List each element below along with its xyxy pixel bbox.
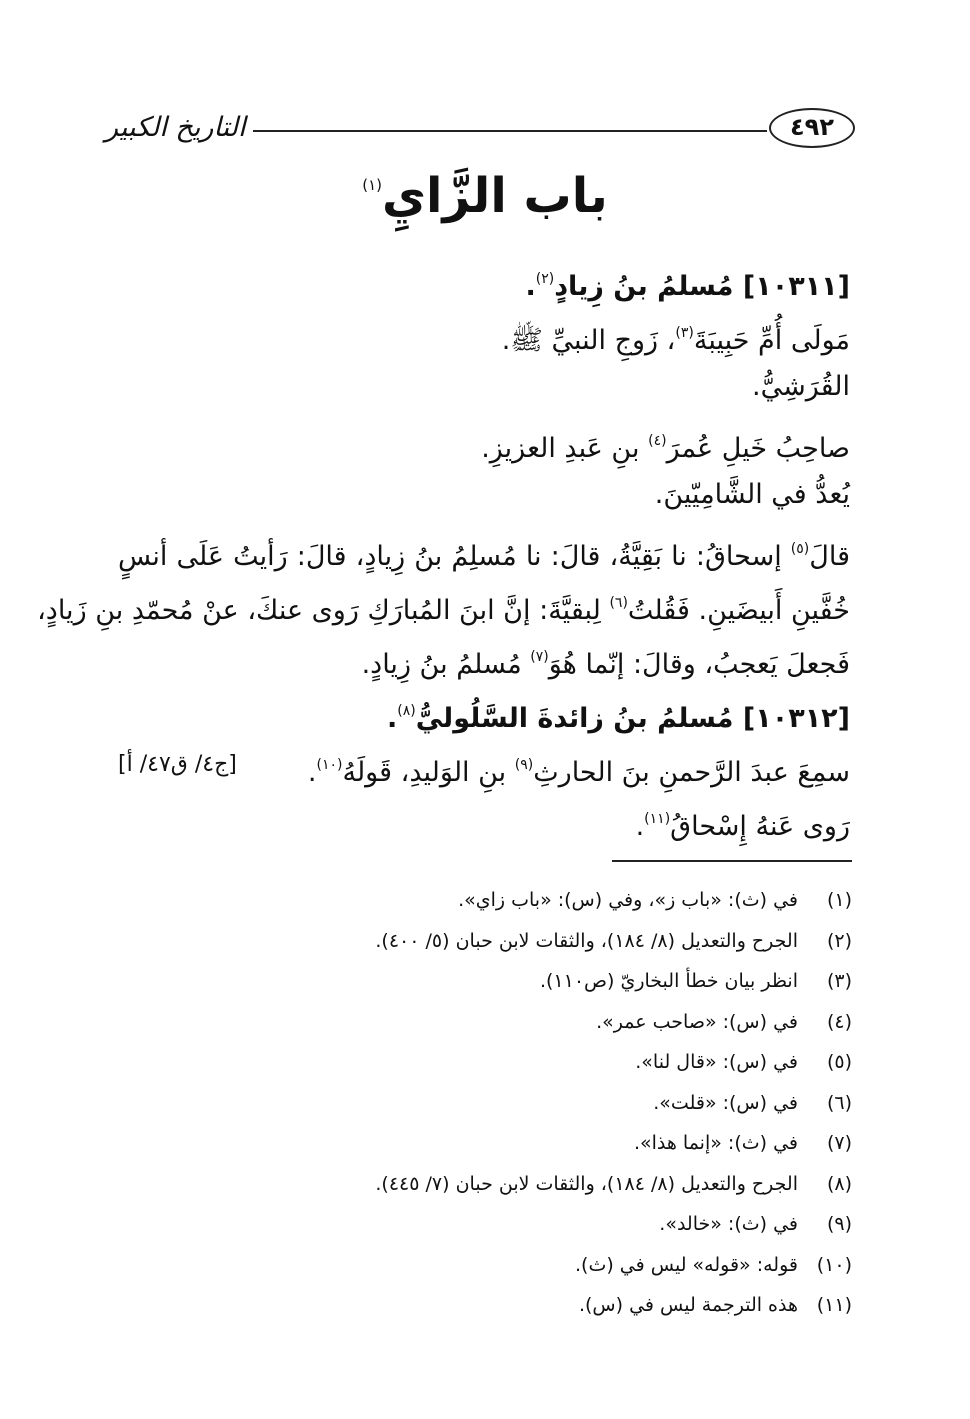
footnote-text: في (ث): «إنما هذا». (633, 1132, 798, 1154)
footnote-number: (٧) (826, 1132, 852, 1154)
footnote-ref: (١١) (644, 811, 671, 827)
entry-heading: [١٠٣١١] مُسلمُ بنُ زِيادٍ$^{(٢)}$. (525, 271, 850, 302)
footnote-item (300, 1204, 852, 1245)
chapter-title: باب الزَّايِ (382, 168, 608, 224)
footnote-number: (٦) (826, 1091, 852, 1114)
footnote-text: في (ث): «خالد». (659, 1213, 798, 1235)
text-line: صاحِبُ خَيلِ عُمرَ$^{(٤)}$ بنِ عَبدِ العزيزِ. (481, 433, 850, 464)
footnote-text: قوله: «قوله» ليس في (ث). (575, 1253, 798, 1276)
footnote-text: الجرح والتعديل (٨/ ١٨٤)، والثقات لابن حبان (٥/ ٤٠٠). (375, 929, 798, 952)
footnote-item (300, 880, 852, 921)
footnote-ref: (٨) (397, 703, 416, 719)
text-line: فَجعلَ يَعجبُ، وقالَ: إنّما هُوَ$^{(٧)}$ مُسلمُ بنُ زِيادٍ. (361, 649, 850, 680)
footnote-text: في (س): «قلت». (653, 1091, 798, 1114)
text-line: قالَ$^{(٥)}$ إسحاقُ: نا بَقِيَّةُ، قالَ: نا مُسلِمُ بنُ زِيادٍ، قالَ: رَأيتُ عَلَى أنسٍ (118, 541, 850, 572)
page-header (105, 108, 855, 152)
footnote-number: (١٠) (816, 1253, 852, 1276)
footnote-ref: (٤) (648, 433, 667, 449)
footnote-ref: (١٠) (316, 757, 343, 773)
footnote-text: في (ث): «باب ز»، وفي (س): «باب زاي». (458, 889, 798, 911)
footnote-number: (٣) (826, 970, 852, 992)
footnote-item (300, 1245, 852, 1286)
footnote-number: (٨) (826, 1172, 852, 1195)
text-line: مَولَى أُمِّ حَبِيبَةَ$^{(٣)}$، زَوجِ النبيِّ ﷺ. (501, 325, 850, 356)
footnote-ref: (٢) (535, 271, 555, 287)
running-title: التاريخ الكبير (105, 112, 246, 143)
footnote-text: انظر بيان خطأ البخاريّ (ص١١٠). (539, 970, 798, 992)
text-line: [ج٤/ ق٤٧/ أ] سمِعَ عبدَ الرَّحمنِ بنَ الحارثِ$^{(٩)}$ بنِ الوَليدِ، قَولَهُ$^{(١٠)}$. (118, 738, 850, 792)
header-rule (253, 130, 767, 132)
footnote-separator (612, 860, 852, 862)
footnote-number: (٥) (826, 1051, 852, 1073)
footnote-number: (٩) (826, 1213, 852, 1235)
main-text (37, 252, 850, 846)
footnote-item (300, 1002, 852, 1043)
manuscript-reference: [ج٤/ ق٤٧/ أ] (118, 752, 237, 777)
footnote-item (300, 1123, 852, 1164)
footnote-text: في (س): «قال لنا». (635, 1051, 798, 1073)
text-line: خُفَّينِ أَبيضَينِ. فَقُلتُ$^{(٦)}$ لِبقيَّةَ: إنَّ ابنَ المُبارَكِ رَوى عنكَ، عنْ مُحمّدِ بنِ زَيادٍ، (37, 595, 850, 626)
footnote-item (300, 961, 852, 1002)
footnote-ref: (٣) (675, 325, 694, 341)
footnote-number: (١١) (816, 1294, 852, 1316)
footnote-text: الجرح والتعديل (٨/ ١٨٤)، والثقات لابن حبان (٧/ ٤٤٥). (375, 1172, 798, 1195)
footnote-ref: (١) (362, 176, 382, 194)
footnote-item (300, 921, 852, 962)
footnote-text: هذه الترجمة ليس في (س). (578, 1294, 798, 1316)
footnote-ref: (٩) (514, 757, 534, 773)
footnote-ref: (٧) (530, 649, 549, 665)
text-line: رَوى عَنهُ إِسْحاقُ$^{(١١)}$. (635, 811, 850, 842)
footnote-ref: (٦) (609, 595, 628, 611)
footnote-number: (٢) (826, 929, 852, 952)
footnote-text: في (س): «صاحب عمر». (596, 1010, 798, 1033)
chapter-heading (0, 168, 970, 224)
footnote-item (300, 1164, 852, 1205)
page-number: ٤٩٢ (769, 108, 855, 148)
footnote-item (300, 1083, 852, 1124)
footnote-number: (٤) (826, 1010, 852, 1033)
text-line: القُرَشِيُّ. (752, 371, 850, 402)
footnote-ref: (٥) (790, 541, 810, 557)
footnote-number: (١) (826, 889, 852, 911)
entry-heading: [١٠٣١٢] مُسلمُ بنُ زائدةَ السَّلُوليُّ$^{(٨)}$. (387, 703, 850, 734)
text-line: يُعدُّ في الشَّامِيّينَ. (654, 479, 850, 510)
footnotes (300, 880, 852, 1326)
footnote-item (300, 1042, 852, 1083)
footnote-item (300, 1285, 852, 1326)
